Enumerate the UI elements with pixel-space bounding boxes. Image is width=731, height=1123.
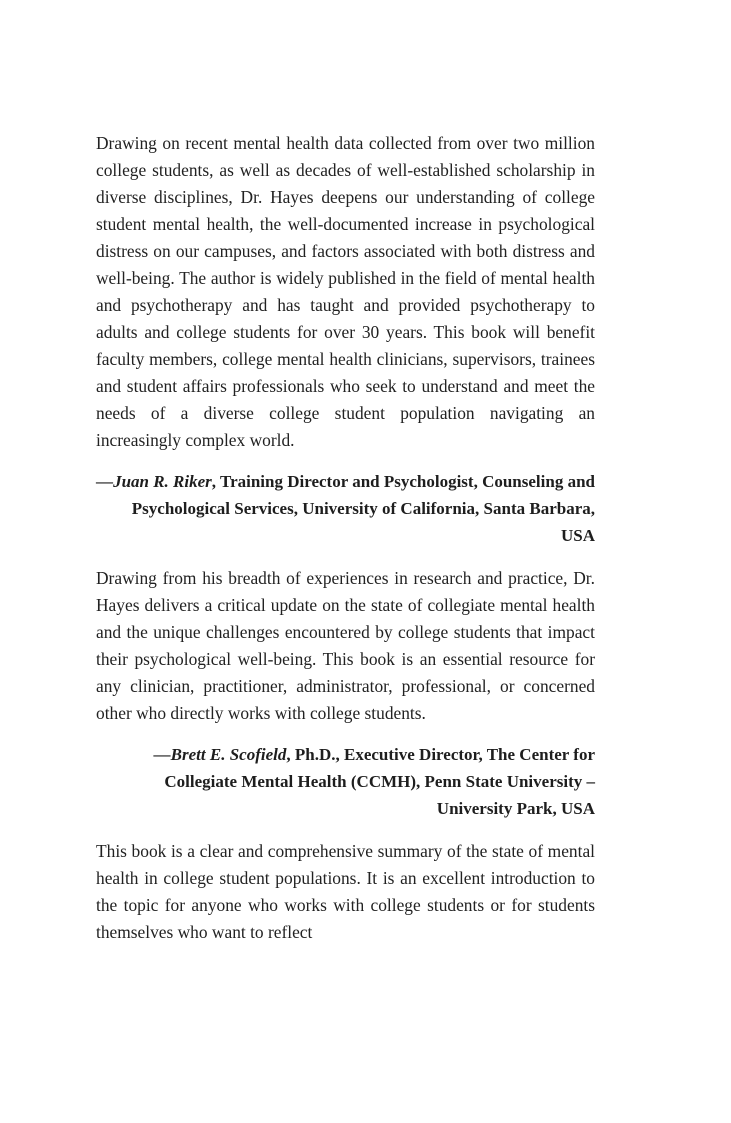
blurb-2-author: —Brett E. Scofield (153, 745, 287, 764)
spacer (96, 822, 595, 838)
praise-page (96, 130, 595, 946)
blurb-1-attribution (96, 468, 595, 549)
blurb-3-text: This book is a clear and comprehensive summary of the state of mental health in college student populations. It is an excellent introduction to the topic for anyone who works with college students or for students themselves who want to reflect (96, 841, 595, 942)
blurb-1-text: Drawing on recent mental health data collected from over two million college students, as well as decades of well-established scholarship in diverse disciplines, Dr. Hayes deepens our understanding of college student mental health, the well-documented increase in psychological distress on our campuses, and factors associated with both distress and well-being. The author is widely published in the field of mental health and psychotherapy and has taught and provided psychotherapy to adults and college students for over 30 years. This book will benefit faculty members, college mental health clinicians, supervisors, trainees and student affairs professionals who seek to understand and meet the needs of a diverse college student population navigating an increasingly complex world. (96, 133, 595, 450)
blurb-2-text: Drawing from his breadth of experiences in research and practice, Dr. Hayes delivers a critical update on the state of collegiate mental health and the unique challenges encountered by college students that impact their psychological well-being. This book is an essential resource for any clinician, practitioner, administrator, professional, or concerned other who directly works with college students. (96, 568, 595, 723)
blurb-1-author: —Juan R. Riker (96, 472, 212, 491)
blurb-2-affiliation: , Ph.D., Executive Director, The Center for Collegiate Mental Health (CCMH), Penn State University – University Park, USA (164, 745, 595, 818)
blurb-1-affiliation: , Training Director and Psychologist, Counseling and Psychological Services, University of California, Santa Barbara, USA (131, 472, 595, 545)
blurb-2-attribution (96, 741, 595, 822)
spacer (96, 549, 595, 565)
